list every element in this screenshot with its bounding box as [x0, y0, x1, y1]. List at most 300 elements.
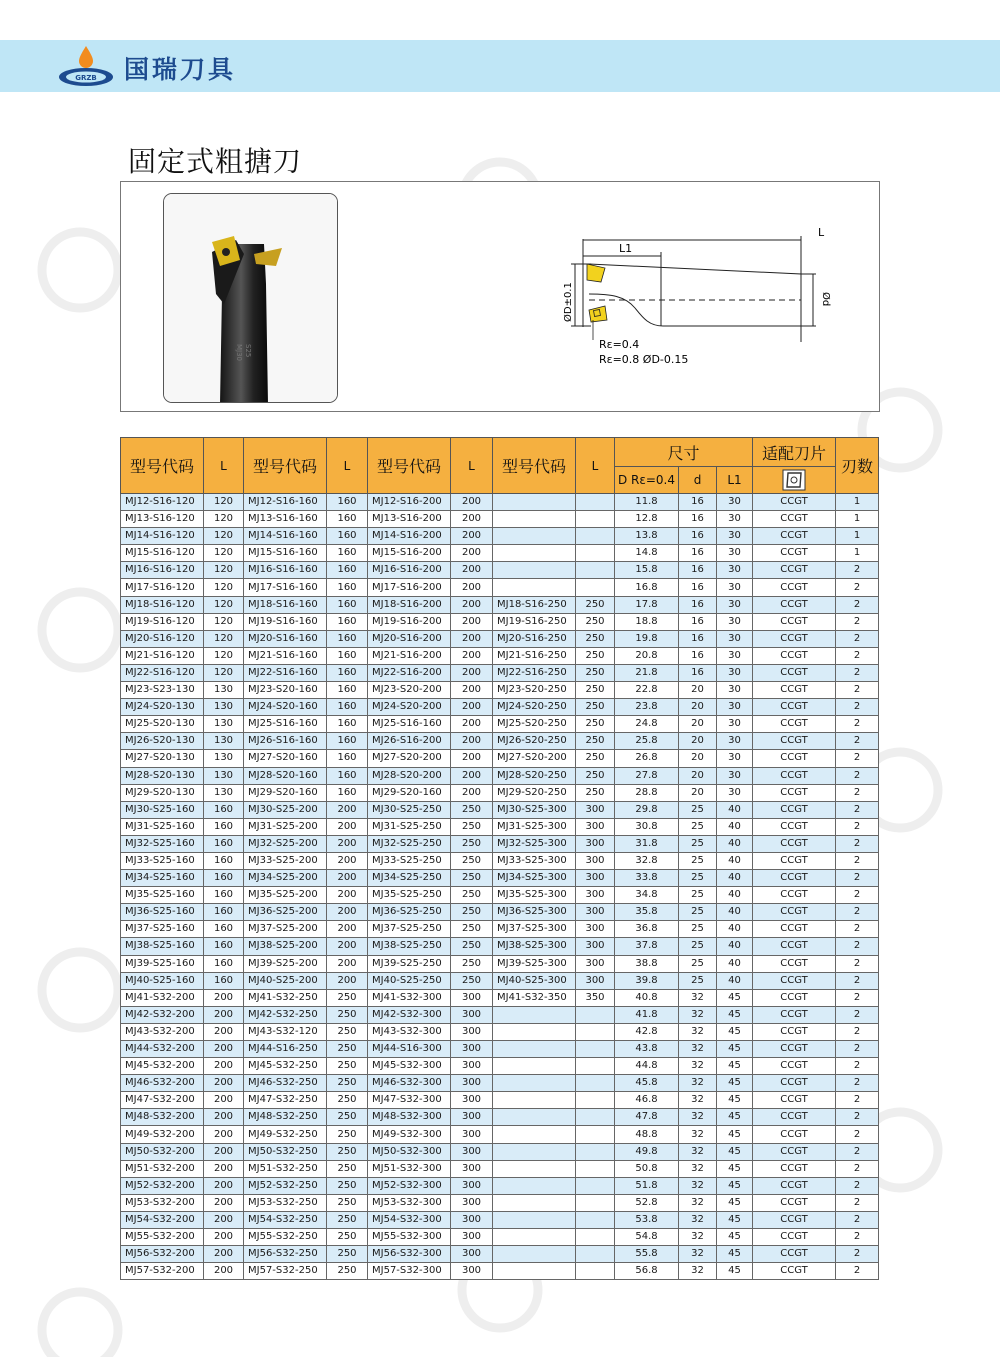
model-code-1: MJ55-S32-200 [121, 1229, 204, 1246]
length-1: 120 [204, 494, 244, 511]
model-code-3: MJ14-S16-200 [368, 528, 451, 545]
length-2: 160 [327, 750, 368, 767]
model-code-2: MJ26-S16-160 [244, 733, 327, 750]
length-4 [576, 1246, 615, 1263]
model-code-1: MJ30-S25-160 [121, 801, 204, 818]
length-3: 250 [451, 818, 493, 835]
model-code-1: MJ21-S16-120 [121, 647, 204, 664]
cell-d: 25 [679, 938, 717, 955]
length-3: 300 [451, 1006, 493, 1023]
cell-L1: 30 [717, 545, 753, 562]
table-row [121, 528, 879, 545]
model-code-1: MJ50-S32-200 [121, 1143, 204, 1160]
length-2: 160 [327, 699, 368, 716]
drawing-note-1: Rε=0.4 [599, 338, 640, 351]
header-L-4: L [576, 438, 615, 494]
length-3: 200 [451, 579, 493, 596]
length-3: 200 [451, 784, 493, 801]
cell-D: 36.8 [615, 921, 679, 938]
length-2: 200 [327, 801, 368, 818]
cell-teeth: 1 [836, 545, 879, 562]
length-4 [576, 1109, 615, 1126]
cell-teeth: 2 [836, 1246, 879, 1263]
length-1: 160 [204, 938, 244, 955]
cell-L1: 40 [717, 870, 753, 887]
header-L-3: L [451, 438, 493, 494]
table-row [121, 1023, 879, 1040]
model-code-4 [493, 1109, 576, 1126]
model-code-3: MJ33-S25-250 [368, 852, 451, 869]
model-code-4 [493, 494, 576, 511]
model-code-1: MJ51-S32-200 [121, 1160, 204, 1177]
table-row [121, 852, 879, 869]
cell-D: 51.8 [615, 1177, 679, 1194]
model-code-2: MJ47-S32-250 [244, 1092, 327, 1109]
cell-D: 27.8 [615, 767, 679, 784]
model-code-4 [493, 562, 576, 579]
cell-teeth: 2 [836, 955, 879, 972]
length-4: 250 [576, 733, 615, 750]
cell-insert: CCGT [753, 1229, 836, 1246]
model-code-4 [493, 1229, 576, 1246]
length-1: 160 [204, 921, 244, 938]
model-code-1: MJ23-S23-130 [121, 682, 204, 699]
cell-teeth: 2 [836, 1160, 879, 1177]
cell-teeth: 2 [836, 921, 879, 938]
cell-d: 32 [679, 1194, 717, 1211]
table-row [121, 887, 879, 904]
model-code-2: MJ50-S32-250 [244, 1143, 327, 1160]
model-code-2: MJ38-S25-200 [244, 938, 327, 955]
cell-teeth: 2 [836, 664, 879, 681]
model-code-4: MJ29-S20-250 [493, 784, 576, 801]
cell-d: 32 [679, 1058, 717, 1075]
cell-insert: CCGT [753, 801, 836, 818]
model-code-2: MJ21-S16-160 [244, 647, 327, 664]
length-2: 160 [327, 716, 368, 733]
cell-teeth: 2 [836, 818, 879, 835]
model-code-2: MJ14-S16-160 [244, 528, 327, 545]
length-1: 160 [204, 852, 244, 869]
table-row [121, 921, 879, 938]
length-2: 160 [327, 494, 368, 511]
length-1: 130 [204, 784, 244, 801]
length-3: 200 [451, 767, 493, 784]
cell-d: 20 [679, 682, 717, 699]
length-1: 200 [204, 1211, 244, 1228]
length-1: 160 [204, 835, 244, 852]
cell-L1: 45 [717, 1211, 753, 1228]
table-row [121, 1092, 879, 1109]
header-L-2: L [327, 438, 368, 494]
length-1: 200 [204, 1058, 244, 1075]
cell-teeth: 1 [836, 494, 879, 511]
cell-insert: CCGT [753, 613, 836, 630]
length-4 [576, 1092, 615, 1109]
drawing-label-d: Ød [820, 292, 831, 307]
model-code-2: MJ51-S32-250 [244, 1160, 327, 1177]
model-code-4 [493, 1041, 576, 1058]
cell-insert: CCGT [753, 682, 836, 699]
length-4: 250 [576, 784, 615, 801]
table-row [121, 1041, 879, 1058]
model-code-3: MJ49-S32-300 [368, 1126, 451, 1143]
model-code-2: MJ45-S32-250 [244, 1058, 327, 1075]
length-2: 250 [327, 1058, 368, 1075]
length-2: 250 [327, 1160, 368, 1177]
model-code-4 [493, 1006, 576, 1023]
length-3: 300 [451, 1058, 493, 1075]
length-4 [576, 1023, 615, 1040]
cell-L1: 45 [717, 989, 753, 1006]
length-1: 200 [204, 1041, 244, 1058]
table-row [121, 613, 879, 630]
model-code-4 [493, 579, 576, 596]
model-code-4 [493, 1075, 576, 1092]
drawing-label-D: ØD±0.1 [563, 282, 574, 322]
cell-L1: 45 [717, 1126, 753, 1143]
cell-d: 25 [679, 955, 717, 972]
cell-d: 25 [679, 801, 717, 818]
cell-D: 42.8 [615, 1023, 679, 1040]
model-code-4 [493, 1143, 576, 1160]
table-row [121, 511, 879, 528]
length-1: 120 [204, 630, 244, 647]
length-1: 160 [204, 972, 244, 989]
cell-teeth: 2 [836, 767, 879, 784]
cell-d: 25 [679, 921, 717, 938]
cell-d: 25 [679, 818, 717, 835]
model-code-1: MJ33-S25-160 [121, 852, 204, 869]
cell-L1: 40 [717, 801, 753, 818]
length-3: 250 [451, 972, 493, 989]
length-3: 200 [451, 664, 493, 681]
cell-insert: CCGT [753, 511, 836, 528]
model-code-1: MJ19-S16-120 [121, 613, 204, 630]
cell-insert: CCGT [753, 955, 836, 972]
cell-insert: CCGT [753, 596, 836, 613]
cell-L1: 40 [717, 955, 753, 972]
cell-d: 32 [679, 1143, 717, 1160]
cell-D: 17.8 [615, 596, 679, 613]
cell-d: 16 [679, 579, 717, 596]
svg-text:MJ30: MJ30 [235, 344, 243, 362]
cell-L1: 45 [717, 1075, 753, 1092]
cell-d: 32 [679, 1109, 717, 1126]
length-4: 300 [576, 955, 615, 972]
length-1: 130 [204, 750, 244, 767]
cell-D: 24.8 [615, 716, 679, 733]
table-row [121, 1126, 879, 1143]
model-code-4 [493, 511, 576, 528]
cell-D: 16.8 [615, 579, 679, 596]
cell-L1: 30 [717, 647, 753, 664]
model-code-4 [493, 545, 576, 562]
table-row [121, 1177, 879, 1194]
length-2: 160 [327, 682, 368, 699]
model-code-4: MJ39-S25-300 [493, 955, 576, 972]
length-4: 250 [576, 682, 615, 699]
length-2: 250 [327, 1092, 368, 1109]
model-code-4: MJ20-S16-250 [493, 630, 576, 647]
header-D: D Rε=0.4 [615, 467, 679, 494]
length-3: 200 [451, 494, 493, 511]
model-code-4 [493, 1194, 576, 1211]
drawing-label-L: L [818, 226, 825, 239]
model-code-3: MJ17-S16-200 [368, 579, 451, 596]
length-4 [576, 494, 615, 511]
length-1: 200 [204, 1246, 244, 1263]
length-3: 300 [451, 1023, 493, 1040]
cell-teeth: 1 [836, 511, 879, 528]
cell-insert: CCGT [753, 767, 836, 784]
cell-insert: CCGT [753, 784, 836, 801]
model-code-4: MJ33-S25-300 [493, 852, 576, 869]
cell-D: 41.8 [615, 1006, 679, 1023]
cell-d: 16 [679, 528, 717, 545]
model-code-2: MJ16-S16-160 [244, 562, 327, 579]
length-2: 160 [327, 733, 368, 750]
length-3: 300 [451, 1092, 493, 1109]
length-4 [576, 1126, 615, 1143]
cell-D: 12.8 [615, 511, 679, 528]
model-code-2: MJ36-S25-200 [244, 904, 327, 921]
length-2: 160 [327, 545, 368, 562]
cell-insert: CCGT [753, 630, 836, 647]
length-2: 160 [327, 562, 368, 579]
model-code-4 [493, 1211, 576, 1228]
cell-D: 33.8 [615, 870, 679, 887]
length-1: 160 [204, 904, 244, 921]
cell-teeth: 2 [836, 630, 879, 647]
technical-drawing [561, 222, 861, 372]
model-code-1: MJ54-S32-200 [121, 1211, 204, 1228]
length-3: 200 [451, 733, 493, 750]
cell-d: 16 [679, 613, 717, 630]
cell-L1: 30 [717, 630, 753, 647]
length-4 [576, 1075, 615, 1092]
cell-insert: CCGT [753, 1041, 836, 1058]
model-code-2: MJ25-S16-160 [244, 716, 327, 733]
cell-teeth: 2 [836, 716, 879, 733]
model-code-4: MJ27-S20-200 [493, 750, 576, 767]
length-2: 250 [327, 1023, 368, 1040]
cell-d: 16 [679, 562, 717, 579]
cell-L1: 30 [717, 511, 753, 528]
model-code-1: MJ52-S32-200 [121, 1177, 204, 1194]
table-row [121, 494, 879, 511]
cell-teeth: 2 [836, 852, 879, 869]
header-dimensions: 尺寸 [615, 438, 753, 467]
cell-D: 11.8 [615, 494, 679, 511]
model-code-2: MJ29-S20-160 [244, 784, 327, 801]
length-3: 300 [451, 1229, 493, 1246]
cell-L1: 40 [717, 887, 753, 904]
model-code-2: MJ52-S32-250 [244, 1177, 327, 1194]
model-code-3: MJ52-S32-300 [368, 1177, 451, 1194]
tool-photo [163, 193, 338, 403]
length-3: 300 [451, 1143, 493, 1160]
length-1: 120 [204, 613, 244, 630]
model-code-3: MJ18-S16-200 [368, 596, 451, 613]
model-code-4: MJ19-S16-250 [493, 613, 576, 630]
model-code-3: MJ53-S32-300 [368, 1194, 451, 1211]
length-2: 200 [327, 904, 368, 921]
model-code-2: MJ18-S16-160 [244, 596, 327, 613]
table-row [121, 1058, 879, 1075]
model-code-2: MJ43-S32-120 [244, 1023, 327, 1040]
model-code-3: MJ48-S32-300 [368, 1109, 451, 1126]
length-2: 250 [327, 1229, 368, 1246]
model-code-1: MJ36-S25-160 [121, 904, 204, 921]
cell-L1: 45 [717, 1058, 753, 1075]
cell-insert: CCGT [753, 647, 836, 664]
cell-d: 25 [679, 887, 717, 904]
cell-teeth: 2 [836, 1211, 879, 1228]
cell-insert: CCGT [753, 887, 836, 904]
model-code-3: MJ25-S16-160 [368, 716, 451, 733]
cell-teeth: 2 [836, 784, 879, 801]
model-code-1: MJ25-S20-130 [121, 716, 204, 733]
cell-insert: CCGT [753, 938, 836, 955]
model-code-1: MJ37-S25-160 [121, 921, 204, 938]
cell-L1: 30 [717, 682, 753, 699]
length-3: 300 [451, 1126, 493, 1143]
cell-insert: CCGT [753, 1006, 836, 1023]
length-1: 130 [204, 733, 244, 750]
cell-D: 34.8 [615, 887, 679, 904]
cell-insert: CCGT [753, 733, 836, 750]
cell-D: 55.8 [615, 1246, 679, 1263]
model-code-2: MJ54-S32-250 [244, 1211, 327, 1228]
length-4: 250 [576, 767, 615, 784]
cell-insert: CCGT [753, 716, 836, 733]
cell-teeth: 2 [836, 989, 879, 1006]
model-code-2: MJ46-S32-250 [244, 1075, 327, 1092]
length-1: 200 [204, 989, 244, 1006]
cell-teeth: 2 [836, 1177, 879, 1194]
header-L-1: L [204, 438, 244, 494]
cell-insert: CCGT [753, 1246, 836, 1263]
table-row [121, 801, 879, 818]
model-code-4: MJ34-S25-300 [493, 870, 576, 887]
model-code-2: MJ33-S25-200 [244, 852, 327, 869]
cell-insert: CCGT [753, 1143, 836, 1160]
length-2: 160 [327, 596, 368, 613]
model-code-2: MJ24-S20-160 [244, 699, 327, 716]
model-code-3: MJ45-S32-300 [368, 1058, 451, 1075]
cell-d: 16 [679, 494, 717, 511]
cell-D: 50.8 [615, 1160, 679, 1177]
length-2: 200 [327, 955, 368, 972]
model-code-4: MJ23-S20-250 [493, 682, 576, 699]
cell-insert: CCGT [753, 494, 836, 511]
cell-L1: 45 [717, 1263, 753, 1280]
cell-D: 26.8 [615, 750, 679, 767]
model-code-3: MJ39-S25-250 [368, 955, 451, 972]
cell-D: 31.8 [615, 835, 679, 852]
model-code-2: MJ34-S25-200 [244, 870, 327, 887]
cell-teeth: 2 [836, 1058, 879, 1075]
model-code-3: MJ13-S16-200 [368, 511, 451, 528]
cell-D: 28.8 [615, 784, 679, 801]
model-code-4: MJ32-S25-300 [493, 835, 576, 852]
cell-d: 16 [679, 630, 717, 647]
length-1: 120 [204, 596, 244, 613]
cell-teeth: 2 [836, 1126, 879, 1143]
logo-text: GRZB [75, 74, 97, 82]
length-4 [576, 1041, 615, 1058]
cell-L1: 45 [717, 1143, 753, 1160]
model-code-1: MJ22-S16-120 [121, 664, 204, 681]
length-4: 250 [576, 699, 615, 716]
length-4 [576, 545, 615, 562]
cell-insert: CCGT [753, 921, 836, 938]
length-4 [576, 1229, 615, 1246]
length-4: 300 [576, 972, 615, 989]
cell-insert: CCGT [753, 528, 836, 545]
model-code-1: MJ43-S32-200 [121, 1023, 204, 1040]
cell-insert: CCGT [753, 870, 836, 887]
cell-insert: CCGT [753, 750, 836, 767]
length-3: 200 [451, 596, 493, 613]
model-code-3: MJ20-S16-200 [368, 630, 451, 647]
length-3: 200 [451, 613, 493, 630]
length-3: 300 [451, 1041, 493, 1058]
length-3: 250 [451, 955, 493, 972]
cell-insert: CCGT [753, 1263, 836, 1280]
length-4: 250 [576, 716, 615, 733]
length-1: 200 [204, 1143, 244, 1160]
model-code-3: MJ36-S25-250 [368, 904, 451, 921]
length-1: 200 [204, 1075, 244, 1092]
length-1: 200 [204, 1092, 244, 1109]
cell-insert: CCGT [753, 904, 836, 921]
cell-teeth: 2 [836, 938, 879, 955]
length-2: 200 [327, 870, 368, 887]
cell-teeth: 2 [836, 972, 879, 989]
table-row [121, 1160, 879, 1177]
cell-d: 16 [679, 511, 717, 528]
model-code-3: MJ55-S32-300 [368, 1229, 451, 1246]
length-1: 200 [204, 1229, 244, 1246]
cell-D: 29.8 [615, 801, 679, 818]
cell-teeth: 2 [836, 904, 879, 921]
length-2: 160 [327, 647, 368, 664]
model-code-3: MJ30-S25-250 [368, 801, 451, 818]
length-4: 300 [576, 835, 615, 852]
cell-teeth: 2 [836, 801, 879, 818]
cell-d: 16 [679, 647, 717, 664]
cell-L1: 30 [717, 784, 753, 801]
cell-L1: 40 [717, 818, 753, 835]
length-4: 300 [576, 938, 615, 955]
model-code-1: MJ27-S20-130 [121, 750, 204, 767]
length-4 [576, 1263, 615, 1280]
length-3: 250 [451, 870, 493, 887]
length-4: 350 [576, 989, 615, 1006]
cell-d: 32 [679, 1075, 717, 1092]
length-4 [576, 528, 615, 545]
length-4: 300 [576, 870, 615, 887]
cell-L1: 45 [717, 1006, 753, 1023]
length-1: 120 [204, 579, 244, 596]
length-1: 200 [204, 1109, 244, 1126]
cell-L1: 45 [717, 1092, 753, 1109]
cell-insert: CCGT [753, 1194, 836, 1211]
length-4 [576, 1160, 615, 1177]
table-row [121, 630, 879, 647]
